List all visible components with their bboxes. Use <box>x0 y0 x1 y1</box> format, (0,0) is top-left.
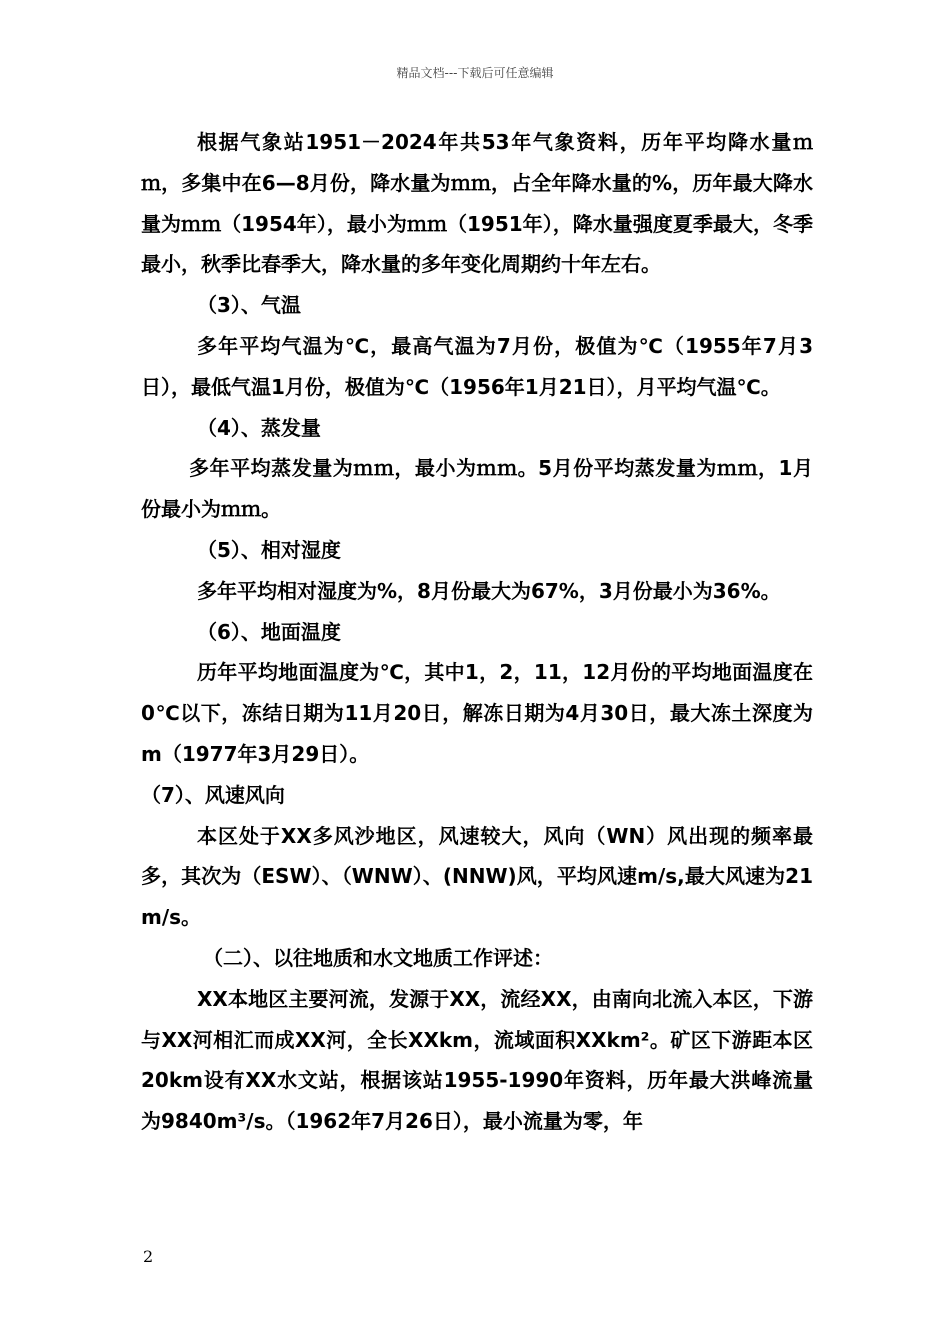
body-text <box>141 122 813 1142</box>
paragraph-river: XX本地区主要河流，发源于XX，流经XX，由南向北流入本区，下游与XX河相汇而成XX河，全长XXkm，流域面积XXkm²。矿区下游距本区20km设有XX水文站，根据该站1955-1990年资料，历年最大洪峰流量为9840m³/s。（1962年7月26日），最小流量为零，年 <box>141 986 813 1134</box>
page-number: 2 <box>143 1247 154 1266</box>
paragraph-temperature: 多年平均气温为℃，最高气温为7月份，极值为℃（1955年7月3日），最低气温1月份，极值为℃（1956年1月21日），月平均气温℃。 <box>141 333 813 399</box>
paragraph-precipitation: 根据气象站1951－2024年共53年气象资料，历年平均降水量ｍｍ，多集中在6—8月份，降水量为ｍｍ，占全年降水量的%，历年最大降水量为ｍｍ（1954年），最小为ｍｍ（1951年），降水量强度夏季最大，冬季最小，秋季比春季大，降水量的多年变化周期约十年左右。 <box>141 130 813 277</box>
heading-wind: （7）、风速风向 <box>141 782 285 807</box>
heading-humidity: （5）、相对湿度 <box>197 537 341 562</box>
paragraph-ground-temperature: 历年平均地面温度为℃，其中1，2，11，12月份的平均地面温度在0℃以下，冻结日期为11月20日，解冻日期为4月30日，最大冻土深度为m（1977年3月29日）。 <box>141 660 813 766</box>
heading-evaporation: （4）、蒸发量 <box>197 415 321 440</box>
page-header: 精品文档---下载后可任意编辑 <box>396 66 554 80</box>
paragraph-evaporation: 多年平均蒸发量为ｍｍ，最小为ｍｍ。5月份平均蒸发量为ｍｍ，1月份最小为ｍｍ。 <box>141 456 813 522</box>
heading-geology-review: （二）、以往地质和水文地质工作评述： <box>203 945 553 970</box>
paragraph-wind: 本区处于XX多风沙地区，风速较大，风向（WN）风出现的频率最多，其次为（ESW）、（WNW）、(NNW)风，平均风速m/s,最大风速为21m/s。 <box>141 823 813 930</box>
paragraph-humidity: 多年平均相对湿度为%，8月份最大为67%，3月份最小为36%。 <box>197 578 781 603</box>
heading-temperature: （3）、气温 <box>197 293 301 318</box>
heading-ground-temperature: （6）、地面温度 <box>197 619 341 644</box>
